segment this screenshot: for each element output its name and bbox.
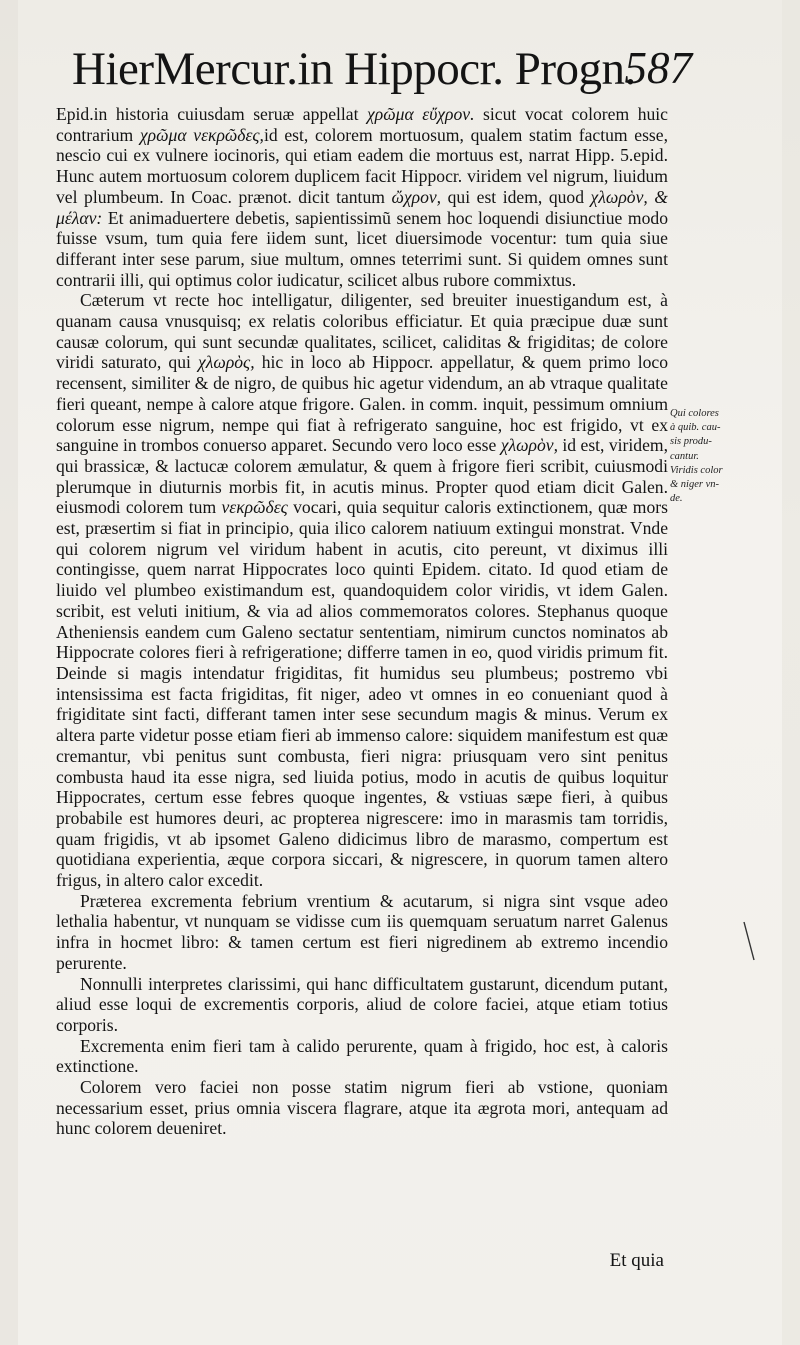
margin-mark-stroke <box>742 920 756 962</box>
text-run: Epid.in historia cuiusdam seruæ appellat <box>56 104 368 124</box>
greek-term: νεκρῶδες <box>221 497 288 518</box>
marginal-note-line: & niger vn- <box>670 479 719 491</box>
catchword: Et quia <box>609 1250 664 1271</box>
text-run: id est, viridem, qui brassicæ, & lactucæ colorem æmulatur, & quem à frigore fieri scribit, cuiusmodi plerumque in diuturnis morbis fit, in acutis minus. Propter quod etiam dicit Galen. eiusmodi colorem tum <box>56 435 668 518</box>
text-run: hic in loco ab Hippocr. appellatur, & quem primo loco recensent, similiter & de nigro, de quibus hic agetur videndum, an ab vtraque qualitate fieri queant, nempe à calore atque frigore. Galen. in comm. inquit, pessimum omnium colorum esse nigrum, nempe qui fiat à refrigerato sanguine, hoc est frigido, vt ex sanguine in trombos conuerso apparet. Secundo vero loco esse <box>56 352 668 456</box>
greek-term: χρῶμα νεκρῶδες, <box>139 124 264 145</box>
paragraph <box>56 1077 668 1139</box>
greek-term: ὤχρον, <box>391 186 442 207</box>
greek-term: χρῶμα εὔχρον. <box>367 104 475 124</box>
greek-term: χλωρὸν, & μέλαν: <box>56 186 668 228</box>
main-text <box>56 104 668 1139</box>
paragraph <box>56 104 668 290</box>
paragraph <box>56 891 668 974</box>
marginal-note <box>670 407 740 506</box>
running-head: HierMercur.in Hippocr. Progn. <box>72 43 636 95</box>
text-run: qui est idem, quod <box>441 186 591 207</box>
paragraph <box>56 290 668 890</box>
marginal-note-line: de. <box>670 493 683 505</box>
marginal-note-line: cantur. <box>670 450 699 462</box>
text-run: vocari, quia sequitur caloris extinctionem, quæ mors est, præsertim si fiat in principio, quia ilico calorem natiuum extingui monstrat. Vnde qui colorem nigrum vel viridum habent in acutis, cito pereunt, vt diximus illi contingisse, quem narrat Hippocrates loco quinti Epidem. citato. Id quod etiam de liuido vel plumbeo existimandum est, quandoquidem color viridis, vt idem Galen. scribit, est veluti initium, & via ad alios commemoratos colores. Stephanus quoque Atheniensis eandem cum Galeno sectatur sententiam, nimirum cunctos nominatos ab Hippocrate colores fieri à refrigeratione; differre tamen in eo, quod viridis primum fit. Deinde si magis intendatur frigiditas, fit humidus seu plumbeus; postremo vbi intensissima est facta frigiditas, fit niger, adeo vt omnes in eo conueniant quod à frigiditate sint facti, differant tamen inter sese secundum magis & minus. Verum ex altera parte videtur posse etiam fieri ab immenso calore: siquidem manifestum est quæ cremantur, vbi penitus sunt combusta, fieri nigra: priusquam vero sint penitus combusta haud ita esse nigra, sed liuida potius, modo in acutis de quibus loquitur Hippocrates, certum esse febres quoque ingentes, & vstiuas sæpe fieri, à quibus probabile est humores deuri, ac propterea nigrescere: imo in marasmis tam torridis, quam frigidis, vt ab ipsomet Galeno didicimus libro de marasmo, compertum est quotidiana experientia, æque corpora siccari, & nigrescere, in quorum tamen altero frigus, in altero calor excedit. <box>56 497 668 891</box>
marginal-note-line: sis produ- <box>670 436 712 448</box>
text-run: id est, colorem mortuosum, qualem statim factum esse, nescio cui ex vulnere iocinoris, qui etiam eadem die mortuus est, narrat Hipp. 5.epid. Hunc autem mortuosum colorem duplicem facit Hippocr. viridem vel nigrum, liuidum vel plumbeum. In Coac. prænot. dicit tantum <box>56 124 668 207</box>
text-run: sicut vocat colorem huic contrarium <box>56 104 668 145</box>
marginal-note-line: Qui colores <box>670 408 719 419</box>
paragraph <box>56 974 668 1036</box>
page-header <box>72 42 692 102</box>
text-run: Et animaduertere debetis, sapientissimũ senem hoc loquendi disiunctiue modo fuisse vsum, tum quia fere iidem sunt, licet diuersimode vocentur: tum quia siue differant inter sese parum, siue multum, omnes teterrimi sunt. Si quidem omnes sunt contrarii illi, qui optimus color iudicatur, scilicet albus rubore commixtus. <box>56 207 668 290</box>
page-number: 587 <box>624 43 692 93</box>
greek-term: χλωρὸς, <box>198 352 255 373</box>
greek-term: χλωρὸν, <box>500 435 558 456</box>
text-run: Colorem vero faciei non posse statim nigrum fieri ab vstione, quoniam necessarium esset, prius omnia viscera flagrare, atque ita ægrota mori, antequam ad hunc colorem deueniret. <box>56 1077 668 1139</box>
text-run: Nonnulli interpretes clarissimi, qui hanc difficultatem gustarunt, dicendum putant, aliud esse loqui de excrementis corporis, aliud de colore faciei, atque etiam totius corporis. <box>56 973 668 1035</box>
text-run: Excrementa enim fieri tam à calido perurente, quam à frigido, hoc est, à caloris extinctione. <box>56 1035 668 1077</box>
marginal-note-line: Viridis color <box>670 464 723 476</box>
marginal-note-line: à quib. cau- <box>670 422 721 434</box>
text-run: Præterea excrementa febrium vrentium & acutarum, si nigra sint vsque adeo lethalia habentur, vt nunquam se vidisse cum iis quemquam seruatum narret Galenus infra in hocmet libro: & tamen certum est fieri nigredinem ab extremo incendio perurente. <box>56 890 668 973</box>
paragraph <box>56 1036 668 1077</box>
text-run: Cæterum vt recte hoc intelligatur, diligenter, sed breuiter inuestigandum est, à quanam causa vnusquisq; ex relatis coloribus efficiatur. Et quia præcipue duæ sunt causæ colorum, qui sunt secundæ qualitates, scilicet, caliditas & frigiditas; de colore viridi saturato, qui <box>56 290 668 373</box>
